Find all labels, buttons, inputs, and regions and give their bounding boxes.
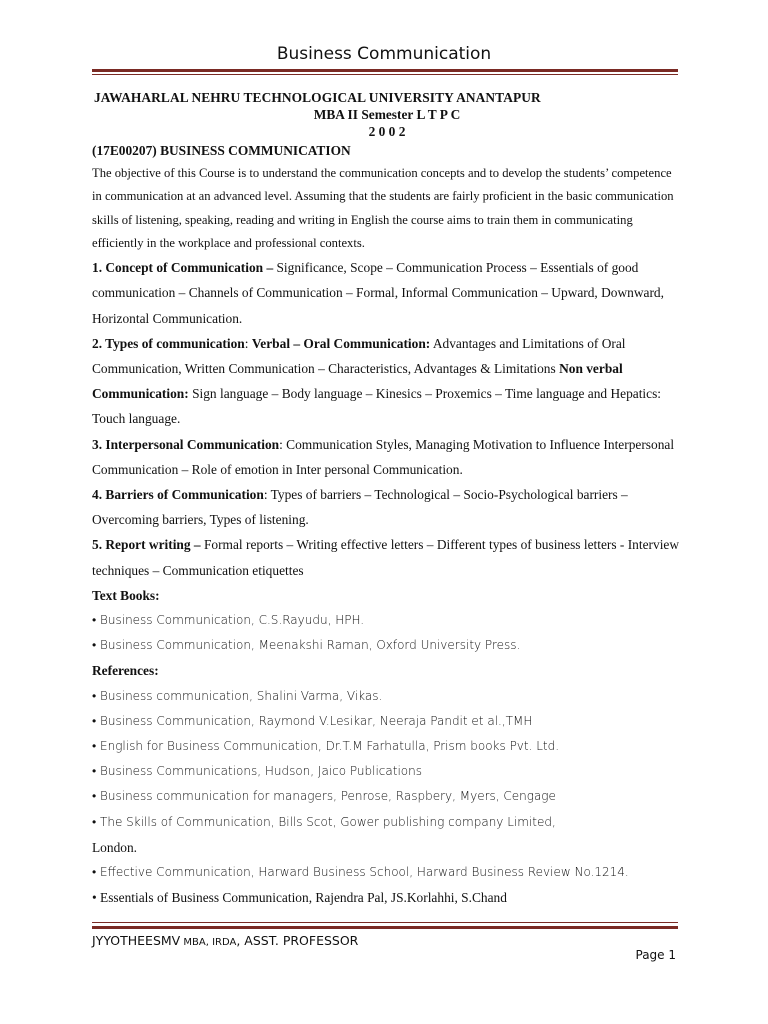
reference-item: • Essentials of Business Communication, Rajendra Pal, JS.Korlahhi, S.Chand [92, 890, 507, 906]
unit-2-sub1: Verbal – Oral Communication: [251, 335, 431, 351]
unit-2 [92, 331, 682, 432]
unit-1 [92, 255, 682, 331]
unit-2-title: 2. Types of communication [92, 335, 245, 351]
page-number: Page 1 [635, 948, 676, 962]
unit-4-text: : Types of barriers – Technological – Socio-Psychological barriers – Overcoming barriers, Types of listening. [92, 487, 628, 528]
footer-role: , ASST. PROFESSOR [236, 933, 359, 948]
textbook-item: • Business Communication, C.S.Rayudu, HPH. [92, 613, 365, 628]
unit-5 [92, 532, 682, 582]
unit-2-sep: : [244, 335, 252, 351]
reference-item: • Business Communications, Hudson, Jaico Publications [92, 764, 422, 779]
unit-3 [92, 432, 682, 482]
reference-item: • Business communication for managers, Penrose, Raspbery, Myers, Cengage [92, 789, 556, 804]
university-name: JAWAHARLAL NEHRU TECHNOLOGICAL UNIVERSITY ANANTAPUR [94, 90, 541, 105]
unit-5-text: Formal reports – Writing effective letters – Different types of business letters - Interview techniques – Communication etiquettes [92, 537, 680, 578]
reference-item: • English for Business Communication, Dr.T.M Farhatulla, Prism books Pvt. Ltd. [92, 739, 560, 754]
page-header-title: Business Communication [276, 44, 492, 64]
semester-line: MBA II Semester L T P C [313, 107, 461, 122]
reference-item-continued: London. [92, 839, 138, 855]
unit-3-text: : Communication Styles, Managing Motivation to Influence Interpersonal Communication – Role of emotion in Inter personal Communication. [92, 436, 675, 477]
unit-2-text1: Advantages and Limitations of Oral Communication, Written Communication – Characteristics, Advantages & Limitations [92, 335, 626, 376]
footer-author-name: JYYOTHEESMV [92, 933, 181, 948]
textbooks-heading: Text Books: [92, 587, 160, 603]
credits-line: 2 0 0 2 [368, 124, 406, 139]
textbook-item: • Business Communication, Meenakshi Raman, Oxford University Press. [92, 638, 521, 653]
reference-item: • Business communication, Shalini Varma, Vikas. [92, 688, 383, 703]
unit-3-title: 3. Interpersonal Communication [92, 436, 280, 452]
reference-item: • Business Communication, Raymond V.Lesikar, Neeraja Pandit et al.,TMH [92, 713, 533, 728]
footer-rule-thick [92, 926, 678, 929]
unit-2-text2: Sign language – Body language – Kinesics – Proxemics – Time language and Hepatics: Touch language. [92, 386, 662, 427]
footer-rule-thin [92, 922, 678, 923]
unit-5-title: 5. Report writing – [92, 537, 201, 553]
header-rule-thick [92, 69, 678, 72]
unit-4 [92, 482, 682, 532]
reference-item: • Effective Communication, Harward Business School, Harward Business Review No.1214. [92, 865, 629, 880]
footer-qualifications: MBA, IRDA [180, 937, 237, 948]
unit-1-text: Significance, Scope – Communication Process – Essentials of good communication – Channels of Communication – Formal, Informal Communication – Upward, Downward, Horizontal Communication. [92, 260, 664, 326]
header-rule-thin [92, 74, 678, 75]
course-objective: The objective of this Course is to understand the communication concepts and to develop the students’ competence in communication at an advanced level. Assuming that the students are fairly proficient in the basic communication skills of listening, speaking, reading and writing in English the course aims to train them in communicating efficiently in the workplace and professional contexts. [92, 166, 674, 250]
document-body [92, 89, 682, 910]
course-code: (17E00207) BUSINESS COMMUNICATION [92, 143, 351, 158]
footer-author [92, 933, 358, 948]
references-heading: References: [92, 663, 159, 679]
unit-1-title: 1. Concept of Communication – [92, 260, 274, 276]
reference-item: • The Skills of Communication, Bills Scot, Gower publishing company Limited, [92, 814, 556, 829]
unit-2-sub2: Non verbal Communication: [92, 361, 623, 402]
unit-4-title: 4. Barriers of Communication [92, 487, 264, 503]
